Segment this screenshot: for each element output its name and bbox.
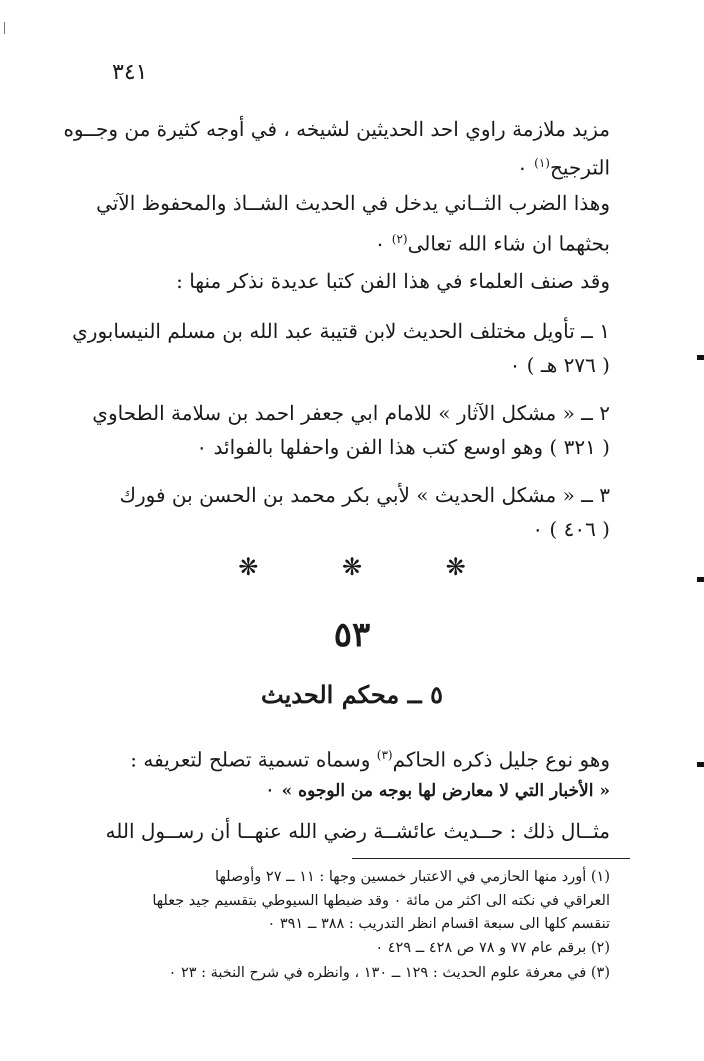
list-item-2-note: ( ٣٢١ ) وهو اوسع كتب هذا الفن واحفلها بالفوائد ٠	[196, 435, 610, 459]
text-line-1: مزيد ملازمة راوي احد الحديثين لشيخه ، في أوجه كثيرة من وجــوه	[63, 117, 610, 141]
text-line-2-end: ٠	[517, 155, 535, 180]
text-line-5: وقد صنف العلماء في هذا الفن كتبا عديدة نذكر منها :	[176, 269, 610, 293]
list-item-2: ٢ ــ « مشكل الآثار » للامام ابي جعفر احمد بن سلامة الطحاوي	[92, 401, 610, 425]
footnote-ref-2: (٢)	[391, 232, 408, 246]
text-line-4-end: ٠	[374, 231, 392, 256]
body-line-1-b: وسماه تسمية تصلح لتعريفه :	[130, 747, 377, 772]
chapter-number: ٥٣	[333, 615, 371, 655]
body-line-2	[94, 774, 610, 806]
body-line-2-end: ٠	[264, 777, 282, 801]
list-item-1-date: ( ٢٧٦ هـ ) ٠	[509, 353, 610, 377]
footnote-ref-3: (٣)	[376, 748, 393, 762]
list-item-3-date: ( ٤٠٦ ) ٠	[532, 517, 610, 541]
scan-margin-mark	[697, 762, 704, 767]
footnote-1-line-3: تنقسم كلها الى سبعة اقسام انظر التدريب : ٣٨٨ ــ ٣٩١ ٠	[267, 916, 610, 932]
body-line-1-a: وهو نوع جليل ذكره الحاكم	[392, 747, 610, 772]
bold-definition: « الأخبار التي لا معارض لها بوجه من الوجوه »	[281, 781, 610, 801]
list-item-1: ١ ــ تأويل مختلف الحديث لابن قتيبة عبد الله بن مسلم النيسابوري	[72, 319, 610, 343]
footnote-1-line-2: العراقي في نكته الى اكثر من مائة ٠ وقد ضبطها السيوطي بتقسيم جيد جعلها	[152, 893, 610, 909]
footnote-2: (٢) برقم عام ٧٧ و ٧٨ ص ٤٢٨ ــ ٤٢٩ ٠	[375, 940, 610, 956]
footnote-rule	[352, 858, 630, 859]
scan-margin-mark	[697, 355, 704, 360]
page-number: ٣٤١	[112, 60, 148, 85]
list-item-3: ٣ ــ « مشكل الحديث » لأبي بكر محمد بن الحسن بن فورك	[119, 483, 610, 507]
body-line-3: مثــال ذلك : حــديث عائشــة رضي الله عنهــا أن رســول الله	[105, 819, 610, 843]
text-line-2	[94, 148, 610, 183]
footnote-1-line-1: (١) أورد منها الحازمي في الاعتبار خمسين وجها : ١١ ــ ٢٧ وأوصلها	[215, 869, 610, 885]
scan-edge-mark	[4, 22, 5, 34]
text-line-3: وهذا الضرب الثــاني يدخل في الحديث الشــاذ والمحفوظ الآتي	[96, 191, 610, 215]
body-line-1	[94, 740, 610, 775]
section-title: ٥ ــ محكم الحديث	[261, 680, 443, 709]
text-line-4	[94, 224, 610, 259]
text-line-2-main: الترجيح	[549, 155, 610, 180]
footnote-3: (٣) في معرفة علوم الحديث : ١٢٩ ــ ١٣٠ ، وانظره في شرح النخبة : ٢٣ ٠	[168, 965, 610, 981]
footnote-ref-1: (١)	[534, 156, 550, 170]
text-line-4-main: بحثهما ان شاء الله تعالى	[407, 231, 610, 256]
section-separator: ❋ ❋ ❋	[238, 553, 504, 581]
scan-margin-mark	[697, 577, 704, 582]
